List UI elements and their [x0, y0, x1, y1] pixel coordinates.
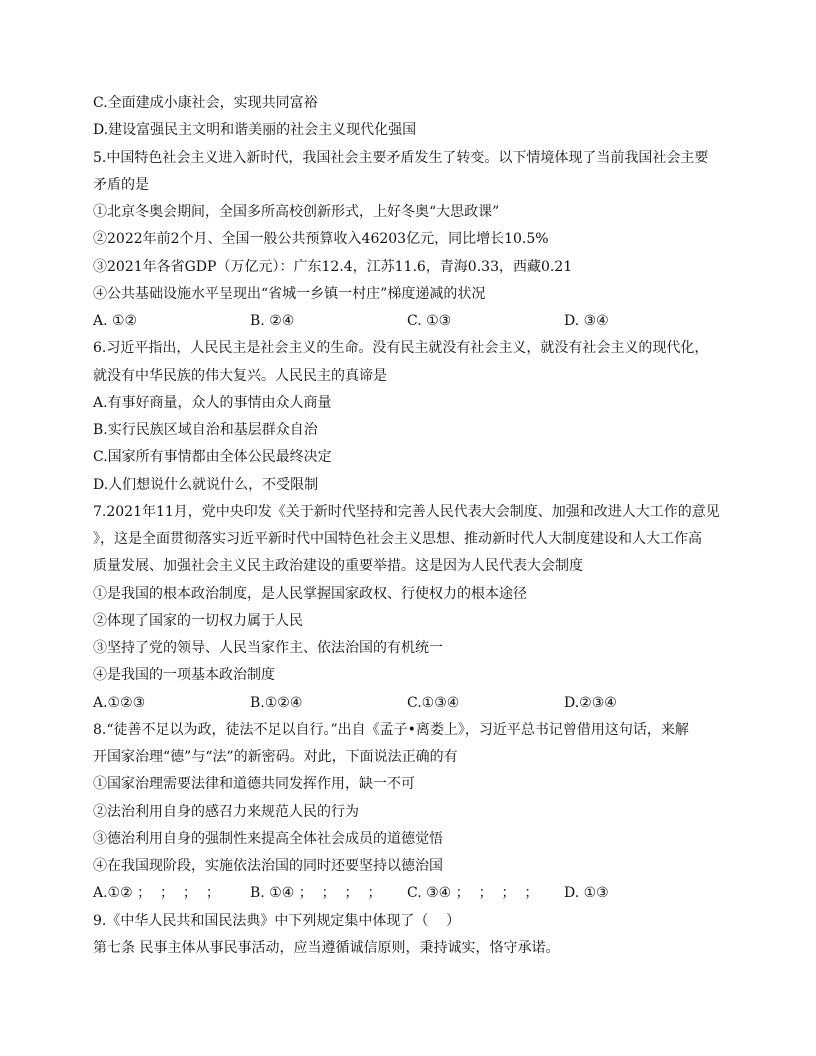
q5-statement-4: ④公共基础设施水平呈现出“省城一乡镇一村庄”梯度递减的状况	[93, 285, 486, 302]
q5-statement-2: ②2022年前2个月、全国一般公共预算收入46203亿元，同比增长10.5%	[93, 231, 549, 248]
q9-article: 第七条 民事主体从事民事活动，应当遵循诚信原则，秉持诚实，恪守承诺。	[93, 939, 560, 956]
q7-option-d: D.②③④	[564, 694, 617, 711]
q7-options	[93, 690, 753, 717]
q9-stem: 9.《中华人民共和国民法典》中下列规定集中体现了（ ）	[93, 912, 461, 929]
q5-statement-3: ③2021年各省GDP（万亿元）：广东12.4，江苏11.6，青海0.33，西藏0.21	[93, 258, 573, 275]
q7-statement-2: ②体现了国家的一切权力属于人民	[93, 612, 303, 629]
q6-stem-line-2: 就没有中华民族的伟大复兴。人民民主的真谛是	[93, 367, 387, 384]
q7-statement-1: ①是我国的根本政治制度，是人民掌握国家政权、行使权力的根本途径	[93, 585, 527, 602]
q6-option-a: A.有事好商量，众人的事情由众人商量	[93, 394, 332, 411]
q8-option-b: B. ①④ ； ； ； ；	[250, 885, 382, 902]
q4-option-c: C.全面建成小康社会，实现共同富裕	[93, 95, 318, 111]
q5-option-b: B. ②④	[250, 313, 295, 329]
q5-options	[93, 308, 753, 335]
q7-statement-4: ④是我国的一项基本政治制度	[93, 667, 275, 684]
q7-option-c: C.①③④	[407, 694, 460, 711]
q6-option-d: D.人们想说什么就说什么，不受限制	[93, 476, 319, 493]
q7-option-b: B.①②④	[250, 694, 303, 711]
q7-statement-3: ③坚持了党的领导、人民当家作主、依法治国的有机统一	[93, 640, 443, 656]
q6-stem-line-1: 6.习近平指出，人民民主是社会主义的生命。没有民主就没有社会主义，就没有社会主义的现代化，	[93, 340, 709, 357]
q8-statement-3: ③德治利用自身的强制性来提高全体社会成员的道德觉悟	[93, 830, 443, 847]
q8-statement-1: ①国家治理需要法律和道德共同发挥作用，缺一不可	[93, 776, 415, 793]
q7-stem-line-3: 质量发展、加强社会主义民主政治建设的重要举措。这是因为人民代表大会制度	[93, 558, 583, 575]
q5-option-c: C. ①③	[407, 313, 452, 329]
q5-stem-line-2: 矛盾的是	[93, 176, 149, 193]
q7-option-a: A.①②③	[93, 694, 146, 711]
q6-option-b: B.实行民族区域自治和基层群众自治	[93, 422, 318, 438]
q7-stem-line-1: 7.2021年11月，党中央印发《关于新时代坚持和完善人民代表大会制度、加强和改进人大工作的意见	[93, 503, 720, 520]
q5-option-a: A. ①②	[93, 313, 138, 329]
q8-options	[93, 880, 753, 907]
q8-stem-line-2: 开国家治理“德”与“法”的新密码。对此，下面说法正确的有	[93, 749, 458, 765]
q7-stem-line-2: 》，这是全面贯彻落实习近平新时代中国特色社会主义思想、推动新时代人大制度建设和人大工作高	[93, 531, 702, 547]
q5-stem-line-1: 5.中国特色社会主义进入新时代，我国社会主要矛盾发生了转变。以下情境体现了当前我国社会主要	[93, 149, 709, 166]
q8-stem-line-1: 8.“徒善不足以为政，徒法不足以自行。”出自《孟子•离娄上》，习近平总书记曾借用这句话，来解	[93, 721, 689, 738]
q8-option-a: A.①② ； ； ； ；	[93, 885, 220, 902]
q6-option-c: C.国家所有事情都由全体公民最终决定	[93, 449, 332, 466]
q8-option-c: C. ③④ ； ； ； ；	[407, 885, 539, 902]
q4-option-d: D.建设富强民主文明和谐美丽的社会主义现代化强国	[93, 122, 417, 139]
q5-statement-1: ①北京冬奥会期间，全国多所高校创新形式，上好冬奥“大思政课”	[93, 204, 500, 220]
q8-statement-2: ②法治利用自身的感召力来规范人民的行为	[93, 803, 359, 820]
q5-option-d: D. ③④	[564, 313, 609, 329]
q8-statement-4: ④在我国现阶段，实施依法治国的同时还要坚持以德治国	[93, 858, 443, 874]
q8-option-d: D. ①③	[564, 885, 609, 902]
